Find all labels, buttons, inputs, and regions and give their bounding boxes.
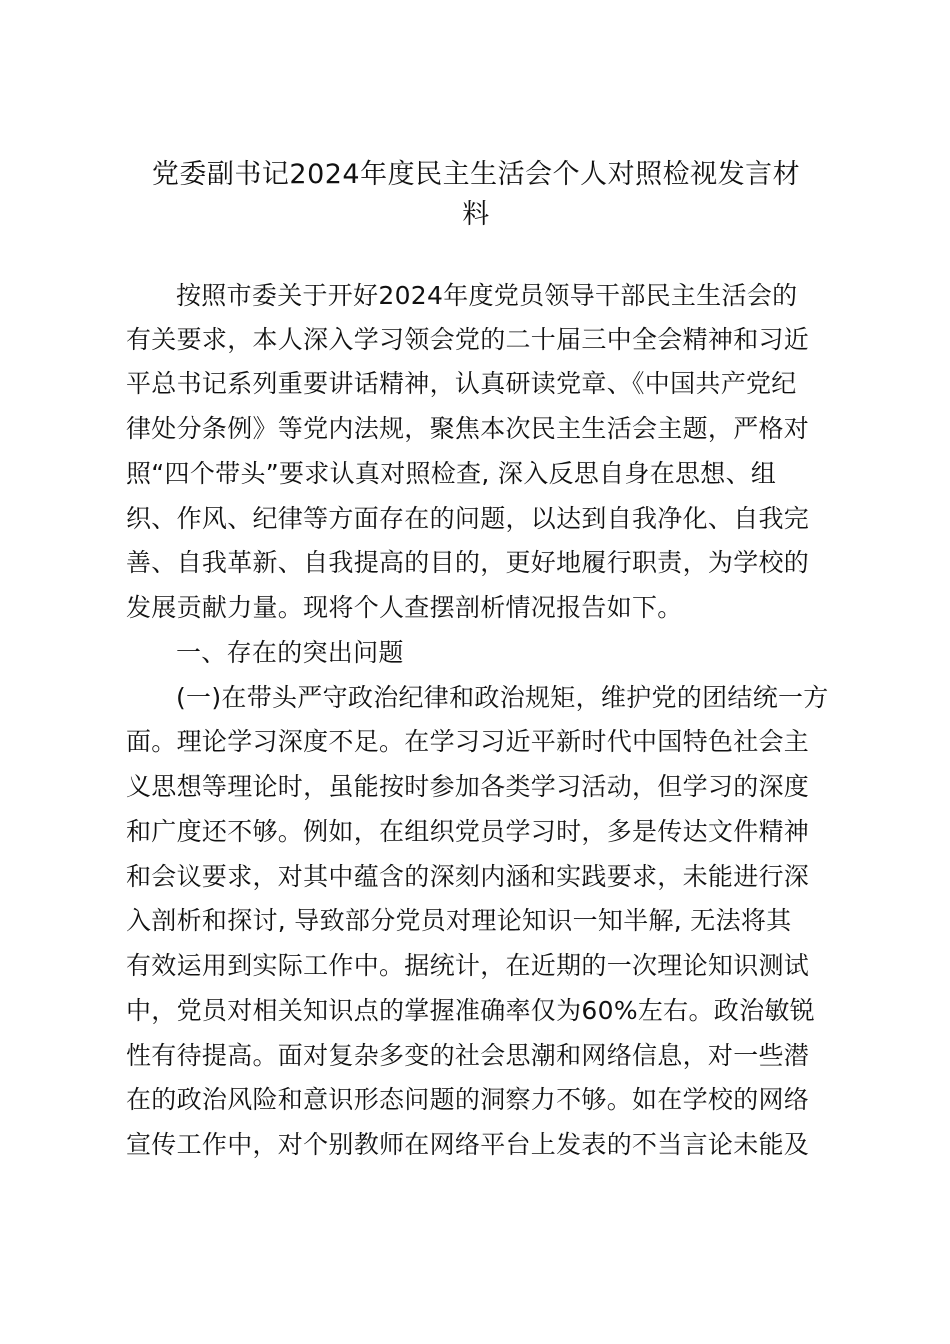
- body-line-5: 照“四个带头”要求认真对照检查, 深入反思自身在思想、组: [126, 459, 777, 488]
- body-line-14: 和会议要求，对其中蕴含的深刻内涵和实践要求，未能进行深: [126, 862, 810, 891]
- body-line-1: 按照市委关于开好2024年度党员领导干部民主生活会的: [176, 281, 798, 310]
- section-heading: 一、存在的突出问题: [176, 638, 404, 667]
- body-line-7: 善、自我革新、自我提高的目的，更好地履行职责，为学校的: [126, 548, 810, 577]
- title-line-1: 党委副书记2024年度民主生活会个人对照检视发言材: [151, 159, 801, 190]
- title-line-2: 料: [462, 199, 490, 230]
- body-line-11: 面。理论学习深度不足。在学习习近平新时代中国特色社会主: [126, 727, 810, 756]
- body-line-3: 平总书记系列重要讲话精神，认真研读党章、《中国共产党纪: [126, 369, 797, 398]
- document-title: [126, 155, 826, 235]
- body-line-16: 有效运用到实际工作中。据统计，在近期的一次理论知识测试: [126, 951, 810, 980]
- body-line-4: 律处分条例》等党内法规，聚焦本次民主生活会主题，严格对: [126, 414, 810, 443]
- body-line-2: 有关要求，本人深入学习领会党的二十届三中全会精神和习近: [126, 325, 810, 354]
- body-line-19: 在的政治风险和意识形态问题的洞察力不够。如在学校的网络: [126, 1085, 810, 1114]
- body-line-15: 入剖析和探讨, 导致部分党员对理论知识一知半解, 无法将其: [126, 906, 792, 935]
- body-line-18: 性有待提高。面对复杂多变的社会思潮和网络信息，对一些潜: [126, 1041, 810, 1070]
- body-line-10: (一)在带头严守政治纪律和政治规矩，维护党的团结统一方: [176, 683, 829, 712]
- body-line-13: 和广度还不够。例如，在组织党员学习时，多是传达文件精神: [126, 817, 810, 846]
- body-line-8: 发展贡献力量。现将个人查摆剖析情况报告如下。: [126, 593, 683, 622]
- body-line-17: 中，党员对相关知识点的掌握准确率仅为60%左右。政治敏锐: [126, 996, 815, 1025]
- body-line-6: 织、作风、纪律等方面存在的问题，以达到自我净化、自我完: [126, 504, 810, 533]
- body-line-20: 宣传工作中，对个别教师在网络平台上发表的不当言论未能及: [126, 1130, 810, 1159]
- body-line-12: 义思想等理论时，虽能按时参加各类学习活动，但学习的深度: [126, 772, 810, 801]
